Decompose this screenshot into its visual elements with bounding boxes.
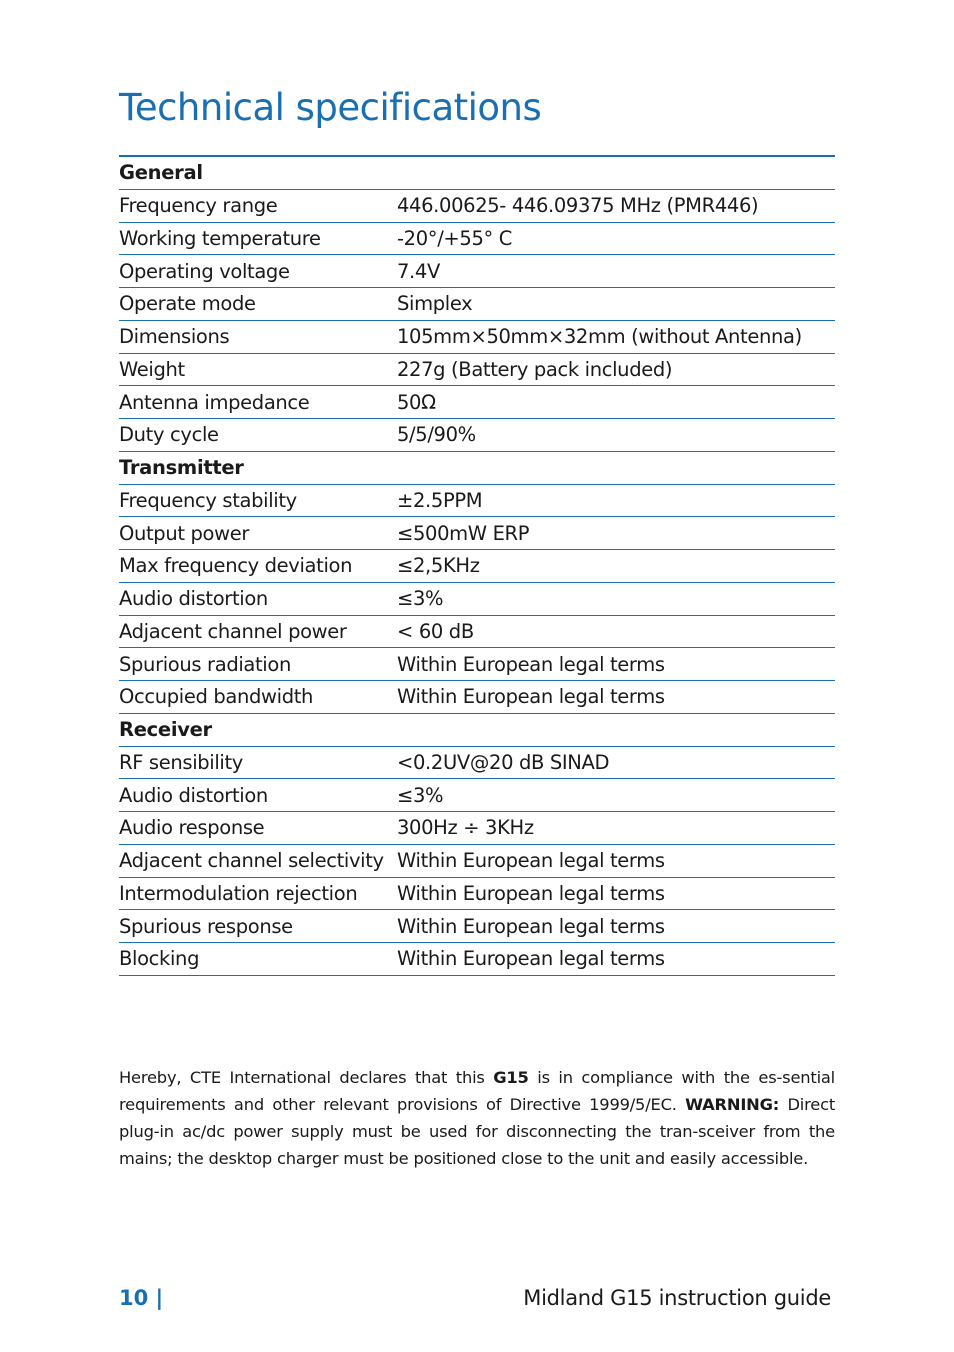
spec-value: Within European legal terms <box>397 685 665 709</box>
page-number: 10 | <box>119 1286 164 1310</box>
spec-parameter: Frequency range <box>119 194 278 218</box>
section-title: Receiver <box>119 718 212 742</box>
spec-parameter: Frequency stability <box>119 488 297 512</box>
page-footer <box>119 1282 831 1314</box>
spec-row <box>119 190 835 223</box>
spec-value: ≤3% <box>397 783 444 807</box>
spec-parameter: Output power <box>119 521 250 545</box>
section-title: Transmitter <box>119 456 244 480</box>
spec-value: Within European legal terms <box>397 881 665 905</box>
spec-value: ≤3% <box>397 587 444 611</box>
spec-value: < 60 dB <box>397 619 474 643</box>
model-name: G15 <box>493 1068 529 1087</box>
spec-parameter: Operate mode <box>119 292 256 316</box>
spec-parameter: Adjacent channel selectivity <box>119 849 384 873</box>
spec-parameter: Weight <box>119 357 185 381</box>
spec-row <box>119 681 835 714</box>
spec-value: 7.4V <box>397 259 440 283</box>
section-title: General <box>119 161 203 185</box>
spec-row <box>119 517 835 550</box>
warning-text: Direct plug-in ac/dc power supply must be used for disconnecting the tran-sceiver from the mains; the desktop charger must be positioned close to the unit and easily accessible. <box>119 1095 835 1168</box>
spec-row <box>119 648 835 681</box>
spec-row <box>119 550 835 583</box>
spec-parameter: Antenna impedance <box>119 390 310 414</box>
declaration-text-2: is in compliance with the es-sential requirements and other relevant provisions of Directive 1999/5/EC. <box>119 1068 835 1114</box>
spec-value: <0.2UV@20 dB SINAD <box>397 750 610 774</box>
declaration-text-1: Hereby, CTE International declares that this <box>119 1068 494 1087</box>
spec-row <box>119 616 835 649</box>
spec-parameter: Duty cycle <box>119 423 219 447</box>
spec-parameter: Spurious radiation <box>119 652 291 676</box>
page-title: Technical specifications <box>119 86 542 129</box>
spec-row <box>119 321 835 354</box>
spec-parameter: Max frequency deviation <box>119 554 353 578</box>
spec-parameter: Operating voltage <box>119 259 290 283</box>
spec-row <box>119 223 835 256</box>
spec-value: 446.00625- 446.09375 MHz (PMR446) <box>397 194 759 218</box>
spec-value: Within European legal terms <box>397 849 665 873</box>
spec-parameter: RF sensibility <box>119 750 243 774</box>
section-header-row <box>119 714 835 747</box>
spec-value: ±2.5PPM <box>397 488 483 512</box>
spec-parameter: Audio distortion <box>119 783 268 807</box>
spec-parameter: Working temperature <box>119 226 321 250</box>
spec-row <box>119 386 835 419</box>
spec-value: 300Hz ÷ 3KHz <box>397 816 534 840</box>
spec-value: ≤2,5KHz <box>397 554 480 578</box>
compliance-declaration <box>119 1064 835 1172</box>
spec-parameter: Blocking <box>119 947 200 971</box>
spec-row <box>119 779 835 812</box>
spec-parameter: Spurious response <box>119 914 293 938</box>
spec-row <box>119 485 835 518</box>
spec-row <box>119 943 835 976</box>
spec-value: Simplex <box>397 292 473 316</box>
spec-value: -20°/+55° C <box>397 226 513 250</box>
spec-parameter: Dimensions <box>119 325 230 349</box>
spec-parameter: Intermodulation rejection <box>119 881 358 905</box>
spec-row <box>119 878 835 911</box>
guide-title: Midland G15 instruction guide <box>523 1286 831 1310</box>
spec-value: 50Ω <box>397 390 436 414</box>
spec-row <box>119 812 835 845</box>
section-header-row <box>119 452 835 485</box>
spec-parameter: Occupied bandwidth <box>119 685 314 709</box>
spec-value: 105mm×50mm×32mm (without Antenna) <box>397 325 802 349</box>
spec-row <box>119 583 835 616</box>
spec-row <box>119 419 835 452</box>
section-header-row <box>119 157 835 190</box>
spec-row <box>119 288 835 321</box>
warning-label: WARNING: <box>685 1095 780 1114</box>
spec-value: Within European legal terms <box>397 947 665 971</box>
spec-parameter: Audio response <box>119 816 265 840</box>
spec-value: Within European legal terms <box>397 914 665 938</box>
spec-parameter: Adjacent channel power <box>119 619 347 643</box>
spec-value: ≤500mW ERP <box>397 521 530 545</box>
spec-row <box>119 255 835 288</box>
spec-row <box>119 354 835 387</box>
spec-value: 5/5/90% <box>397 423 476 447</box>
spec-parameter: Audio distortion <box>119 587 268 611</box>
spec-row <box>119 910 835 943</box>
spec-row <box>119 845 835 878</box>
spec-row <box>119 747 835 780</box>
spec-value: Within European legal terms <box>397 652 665 676</box>
spec-value: 227g (Battery pack included) <box>397 357 673 381</box>
specifications-table <box>119 155 835 976</box>
